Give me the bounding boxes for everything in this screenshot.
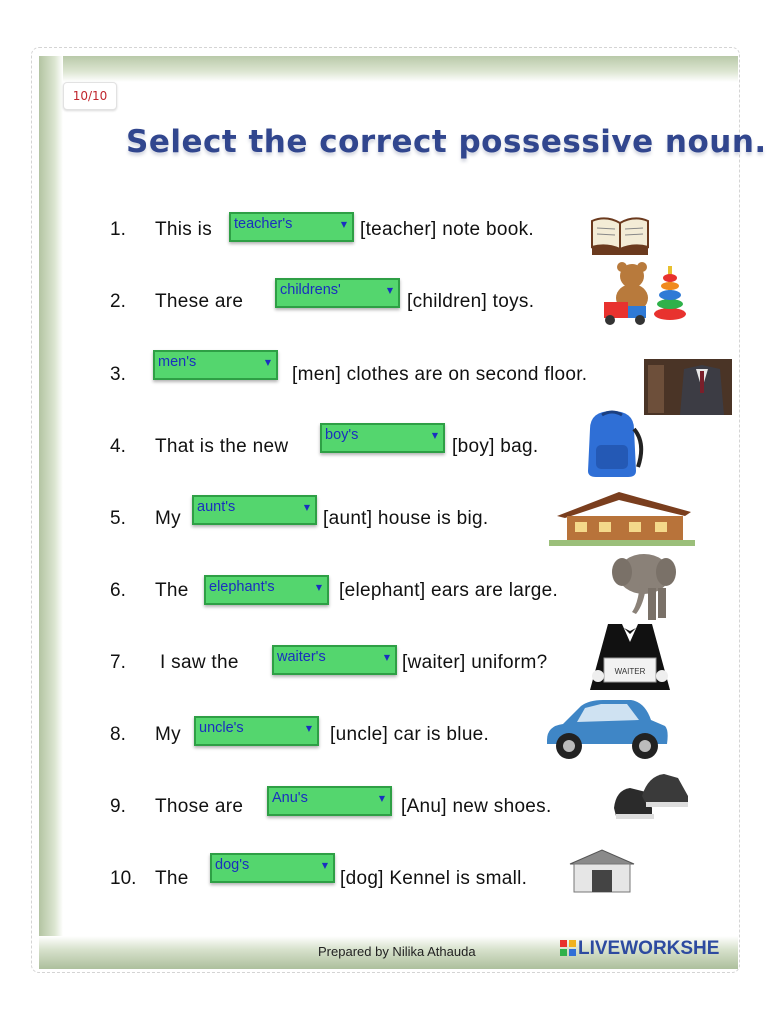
answer-dropdown[interactable] [210, 853, 335, 883]
chevron-down-icon: ▼ [386, 286, 393, 295]
clothes-store-icon [644, 359, 732, 415]
dropdown-value: Anu's [272, 790, 308, 806]
question-number: 4. [110, 436, 126, 457]
question-number: 1. [110, 219, 126, 240]
question-number: 7. [110, 652, 126, 673]
footer-credit: Prepared by Nilika Athauda [318, 944, 476, 959]
backpack-icon [576, 409, 648, 479]
chevron-down-icon: ▼ [303, 503, 310, 512]
question-text-before: That is the new [155, 436, 289, 457]
question-text-before: These are [155, 291, 244, 312]
chevron-down-icon: ▼ [378, 794, 385, 803]
dropdown-value: childrens' [280, 282, 341, 298]
question-text-after: [waiter] uniform? [402, 652, 548, 673]
answer-dropdown[interactable] [275, 278, 400, 308]
chevron-down-icon: ▼ [315, 583, 322, 592]
page-frame-top [39, 56, 738, 82]
logo-text: LIVEWORKSHE [578, 938, 720, 959]
question-text-before: This is [155, 219, 212, 240]
answer-dropdown[interactable] [204, 575, 329, 605]
dropdown-value: aunt's [197, 499, 236, 515]
answer-dropdown[interactable] [192, 495, 317, 525]
answer-dropdown[interactable] [272, 645, 397, 675]
question-number: 3. [110, 364, 126, 385]
question-text-after: [boy] bag. [452, 436, 539, 457]
question-text-after: [Anu] new shoes. [401, 796, 552, 817]
dropdown-value: teacher's [234, 216, 293, 232]
car-icon [541, 696, 671, 764]
dropdown-value: boy's [325, 427, 359, 443]
question-text-before: I saw the [160, 652, 239, 673]
question-number: 10. [110, 868, 137, 889]
question-number: 5. [110, 508, 126, 529]
chevron-down-icon: ▼ [340, 220, 347, 229]
page-frame-left [39, 56, 63, 969]
question-text-after: [uncle] car is blue. [330, 724, 490, 745]
question-text-before: Those are [155, 796, 244, 817]
answer-dropdown[interactable] [267, 786, 392, 816]
question-number: 9. [110, 796, 126, 817]
kennel-icon [566, 846, 638, 894]
answer-dropdown[interactable] [320, 423, 445, 453]
answer-dropdown[interactable] [194, 716, 319, 746]
dropdown-value: waiter's [277, 649, 326, 665]
dropdown-value: men's [158, 354, 197, 370]
question-text-after: [teacher] note book. [360, 219, 534, 240]
question-number: 6. [110, 580, 126, 601]
chevron-down-icon: ▼ [431, 431, 438, 440]
liveworksheets-logo[interactable] [560, 938, 738, 960]
question-text-before: The [155, 868, 189, 889]
question-text-after: [children] toys. [407, 291, 535, 312]
question-number: 8. [110, 724, 126, 745]
dropdown-value: elephant's [209, 579, 275, 595]
waiter-sign-text: WAITER [614, 667, 646, 676]
toys-icon [598, 258, 696, 326]
question-text-before: The [155, 580, 189, 601]
chevron-down-icon: ▼ [321, 861, 328, 870]
answer-dropdown[interactable] [153, 350, 278, 380]
question-text-after: [dog] Kennel is small. [340, 868, 528, 889]
page-title: Select the correct possessive noun. [126, 124, 767, 160]
dropdown-value: dog's [215, 857, 250, 873]
waiter-icon [584, 624, 676, 690]
chevron-down-icon: ▼ [305, 724, 312, 733]
book-icon [588, 213, 652, 259]
question-number: 2. [110, 291, 126, 312]
question-text-after: [men] clothes are on second floor. [292, 364, 588, 385]
shoes-icon [612, 768, 690, 828]
answer-dropdown[interactable] [229, 212, 354, 242]
score-badge: 10/10 [63, 82, 117, 110]
question-text-after: [aunt] house is big. [323, 508, 489, 529]
chevron-down-icon: ▼ [383, 653, 390, 662]
dropdown-value: uncle's [199, 720, 244, 736]
question-text-before: My [155, 724, 181, 745]
question-text-after: [elephant] ears are large. [339, 580, 559, 601]
liveworksheets-icon [560, 940, 576, 956]
elephant-icon [612, 548, 676, 622]
house-icon [549, 486, 695, 546]
question-text-before: My [155, 508, 181, 529]
chevron-down-icon: ▼ [264, 358, 271, 367]
